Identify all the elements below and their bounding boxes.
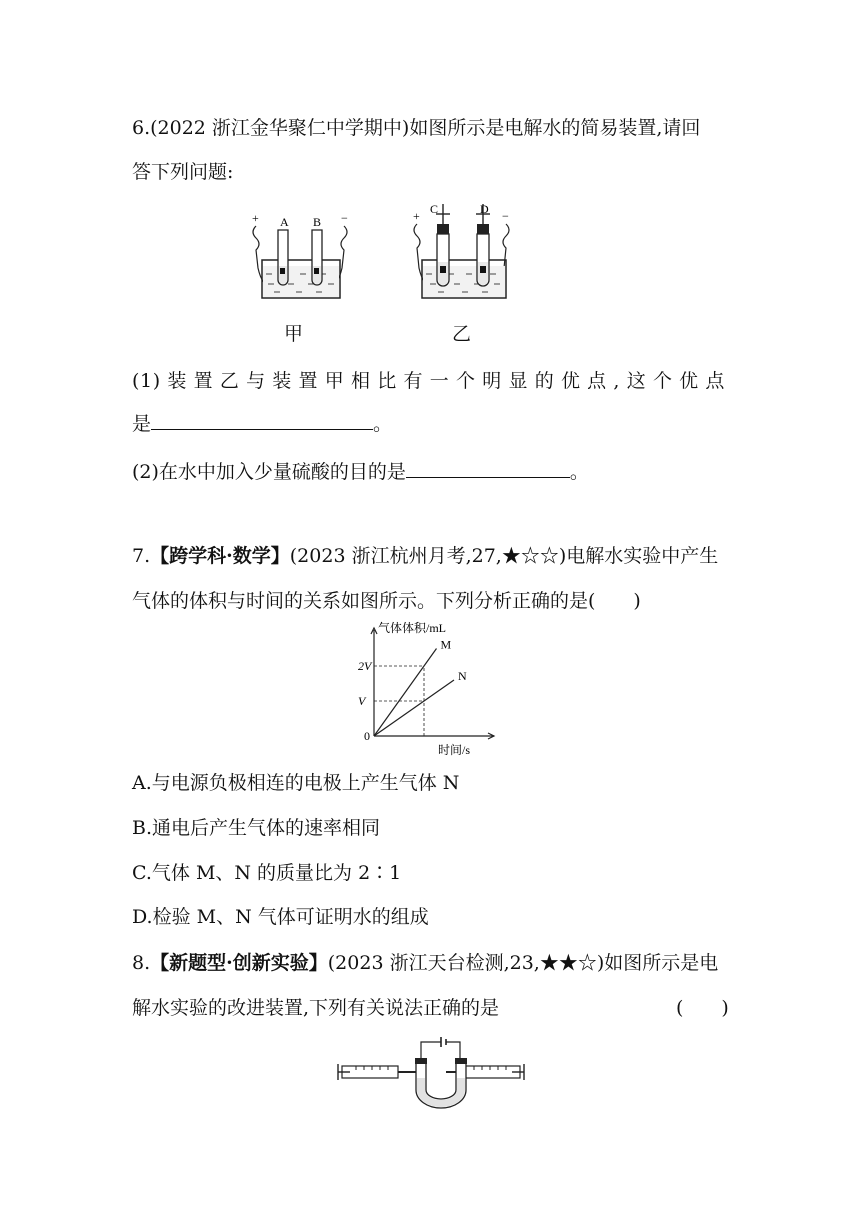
y-axis-label: 气体体积/mL [378,621,446,635]
q8-answer-paren: ( ) [676,997,729,1019]
q6-part1-line2 [132,409,392,437]
q6-part1-text: (1) 装 置 乙 与 装 置 甲 相 比 有 一 个 明 显 的 优 点 , 这 个 优 点 [132,370,726,392]
apparatus-jia-figure [248,208,354,302]
gas-volume-chart [352,618,502,758]
q8-line1-rest: (2023 浙江天台检测,23,★★☆)如图所示是电 [327,952,719,974]
jia-minus-sign: − [341,211,348,225]
yi-electrode-c [440,266,446,273]
y-tick-label: 2V [358,659,372,673]
yi-minus-sign: − [502,209,509,223]
improved-electrolysis-apparatus [336,1034,526,1110]
apparatus-yi-figure [410,200,522,302]
q7-option-b: B.通电后产生气体的速率相同 [132,817,381,839]
q7-number: 7. [132,545,151,567]
jia-electrode-a [280,268,285,274]
jia-tube-a-label: A [280,215,289,229]
answer-blank-1[interactable] [151,409,373,430]
yi-stopper-c [437,224,449,234]
q6-part1-line1 [132,368,732,394]
q6-part1-suffix: 。 [373,413,393,435]
q7-option-d: D.检验 M、N 气体可证明水的组成 [132,906,429,928]
q8-line2: 解水实验的改进装置,下列有关说法正确的是 [132,997,500,1019]
q7-option-a: A.与电源负极相连的电极上产生气体 N [132,772,460,794]
q7-line2: 气体的体积与时间的关系如图所示。下列分析正确的是( ) [132,590,641,612]
jia-tube-b-label: B [313,215,322,229]
figure-label-jia: 甲 [284,323,304,345]
yi-plus-sign: + [413,209,420,223]
origin-label: 0 [364,729,370,743]
q7-option-c: C.气体 M、N 的质量比为 2∶1 [132,862,402,884]
q6-part2 [132,457,589,485]
yi-tube-c-label: C [430,202,439,216]
yi-electrode-d [480,266,486,273]
series-line-m [374,649,437,737]
figure-label-yi: 乙 [452,323,472,345]
left-stopper [415,1058,427,1064]
q7-line1-rest: (2023 浙江杭州月考,27,★☆☆)电解水实验中产生 [289,545,719,567]
series-label-n: N [458,669,467,683]
q8-line1 [132,950,718,976]
jia-plus-sign: + [252,211,259,225]
yi-stopper-d [477,224,489,234]
q6-part1-prefix: 是 [132,413,152,435]
q8-tag: 【新题型·创新实验】 [150,952,328,974]
q7-line1 [132,543,718,569]
q7-tag: 【跨学科·数学】 [150,545,290,567]
right-stopper [455,1058,467,1064]
q6-line1: 6.(2022 浙江金华聚仁中学期中)如图所示是电解水的简易装置,请回 [132,117,701,139]
yi-tube-d-label: D [480,202,489,216]
x-axis-label: 时间/s [438,743,471,757]
jia-electrode-b [314,268,319,274]
q6-line2: 答下列问题: [132,161,234,183]
series-line-n [374,680,454,736]
q6-part2-suffix: 。 [569,461,589,483]
answer-blank-2[interactable] [406,457,570,478]
series-label-m: M [440,637,452,652]
q6-part2-text: (2)在水中加入少量硫酸的目的是 [132,461,406,483]
left-syringe [342,1066,398,1078]
q8-number: 8. [132,952,151,974]
y-tick-label: V [358,694,366,708]
right-syringe [464,1066,520,1078]
